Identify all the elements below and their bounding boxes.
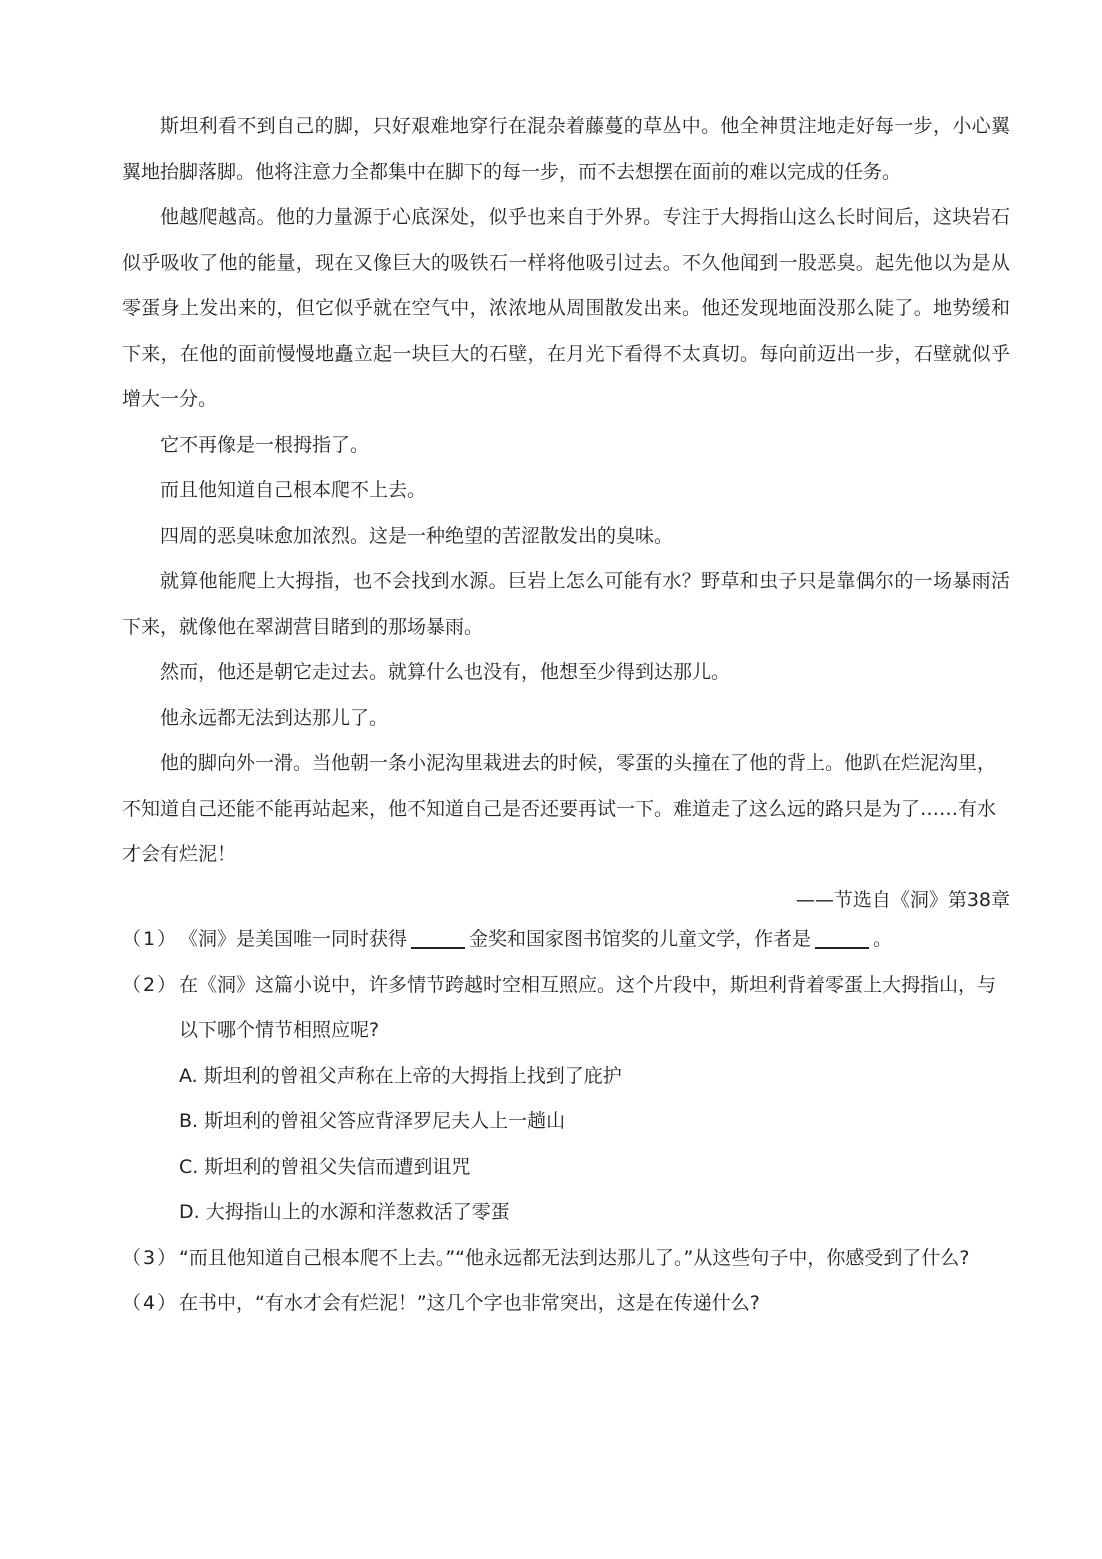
passage-paragraph: 就算他能爬上大拇指，也不会找到水源。巨岩上怎么可能有水？野草和虫子只是靠偶尔的一场暴雨活下来，就像他在翠湖营目睹到的那场暴雨。 <box>122 570 1010 638</box>
question-number: （1） <box>122 928 179 950</box>
answer-blank[interactable] <box>411 928 465 949</box>
passage-paragraph: 他越爬越高。他的力量源于心底深处，似乎也来自于外界。专注于大拇指山这么长时间后，这块岩石似乎吸收了他的能量，现在又像巨大的吸铁石一样将他吸引过去。不久他闻到一股恶臭。起先他以为是从零蛋身上发出来的，但它似乎就在空气中，浓浓地从周围散发出来。他还发现地面没那么陡了。地势缓和下来，在他的面前慢慢地矗立起一块巨大的石壁，在月光下看得不太真切。每向前迈出一步，石壁就似乎增大一分。 <box>122 206 1010 410</box>
question-list <box>122 917 1010 1327</box>
passage-paragraph: 斯坦利看不到自己的脚，只好艰难地穿行在混杂着藤蔓的草丛中。他全神贯注地走好每一步，小心翼翼地抬脚落脚。他将注意力全都集中在脚下的每一步，而不去想摆在面前的难以完成的任务。 <box>122 115 1010 183</box>
passage-source: ——节选自《洞》第38章 <box>795 888 1010 911</box>
question-text: 《洞》是美国唯一同时获得 <box>179 928 408 950</box>
question-text: 金奖和国家图书馆奖的儿童文学，作者是 <box>469 928 812 950</box>
answer-blank[interactable] <box>815 928 869 949</box>
option-c: C. 斯坦利的曾祖父失信而遭到诅咒 <box>179 1155 471 1178</box>
question-3 <box>122 1236 1010 1282</box>
passage-paragraph: 四周的恶臭味愈加浓烈。这是一种绝望的苦涩散发出的臭味。 <box>160 524 674 547</box>
question-2 <box>122 963 1010 1054</box>
passage-paragraph: 它不再像是一根拇指了。 <box>160 433 370 456</box>
question-number: （4） <box>122 1292 179 1314</box>
question-1 <box>122 917 1010 963</box>
question-number: （2） <box>122 973 179 996</box>
reading-passage <box>122 104 1010 923</box>
question-number: （3） <box>122 1246 179 1269</box>
passage-paragraph: 他永远都无法到达那儿了。 <box>160 706 389 729</box>
question-text: 。 <box>873 928 893 950</box>
option-a: A. 斯坦利的曾祖父声称在上帝的大拇指上找到了庇护 <box>179 1064 622 1087</box>
question-text: “而且他知道自己根本爬不上去。”“他永远都无法到达那儿了。”从这些句子中，你感受到了什么? <box>179 1246 970 1269</box>
question-text: 在《洞》这篇小说中，许多情节跨越时空相互照应。这个片段中，斯坦利背着零蛋上大拇指山，与以下哪个情节相照应呢? <box>179 973 997 1041</box>
question-4 <box>122 1281 1010 1327</box>
option-b: B. 斯坦利的曾祖父答应背泽罗尼夫人上一趟山 <box>179 1110 566 1132</box>
option-d: D. 大拇指山上的水源和洋葱救活了零蛋 <box>179 1201 510 1223</box>
question-text: 在书中，“有水才会有烂泥！”这几个字也非常突出，这是在传递什么? <box>179 1292 760 1314</box>
passage-paragraph: 然而，他还是朝它走过去。就算什么也没有，他想至少得到达那儿。 <box>160 661 731 683</box>
passage-paragraph: 他的脚向外一滑。当他朝一条小泥沟里栽进去的时候，零蛋的头撞在了他的背上。他趴在烂泥沟里，不知道自己还能不能再站起来，他不知道自己是否还要再试一下。难道走了这么远的路只是为了……有水才会有烂泥！ <box>122 752 997 865</box>
passage-paragraph: 而且他知道自己根本爬不上去。 <box>160 479 427 501</box>
